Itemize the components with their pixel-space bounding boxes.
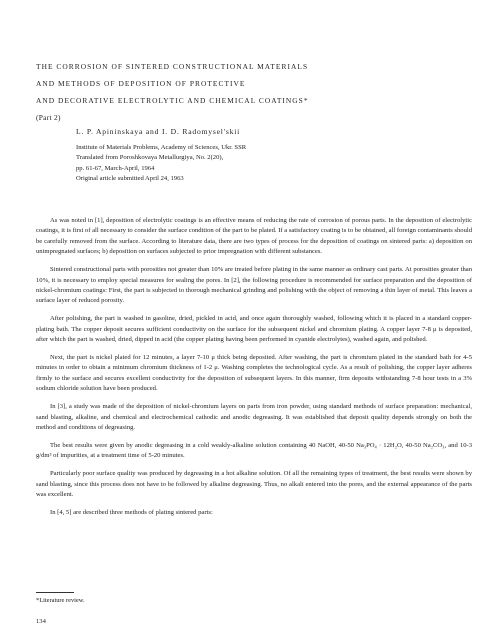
affiliation-block: [76, 143, 456, 185]
footnote: *Literature review.: [36, 597, 85, 604]
affiliation-line-3: pp. 61-67, March-April, 1964: [76, 164, 155, 172]
title-line-1: THE CORROSION OF SINTERED CONSTRUCTIONAL MATERIALS: [36, 62, 309, 71]
title-line-3: AND DECORATIVE ELECTROLYTIC AND CHEMICAL COATINGS*: [36, 96, 309, 105]
article-body: [36, 216, 472, 526]
affiliation-line-1: Institute of Materials Problems, Academy of Sciences, Ukr. SSR: [76, 144, 247, 151]
paragraph: In [4, 5] are described three methods of plating sintered parts:: [50, 508, 213, 516]
paragraph: Particularly poor surface quality was produced by degreasing in a hot alkaline solution. Of all the remaining types of treatment, the best results were shown by sand blasting, since this process does not have to be followed by alkaline degreasing. Thus, no alkali entered into the pores, and the external appearance of the parts was excellent.: [36, 470, 472, 498]
affiliation-line-2: Translated from Poroshkovaya Metallurgiya, No. 2(20),: [76, 154, 224, 162]
paragraph: In [3], a study was made of the deposition of nickel-chromium layers on parts from iron powder, using standard methods of surface preparation: mechanical, sand blasting, alkaline, and chemical and electrochemical cathodic and anodic degreasing. It was established that deposit quality depends strongly on both the method and conditions of degreasing.: [36, 403, 472, 431]
paragraph: The best results were given by anodic degreasing in a cold weakly-alkaline solution containing 40 NaOH, 40-50 Na₃PO₄ · 12H₂O, 40-50 Na₂CO₃, and 10-3 g/dm³ of impurities, at a treatment time of 5-20 minutes.: [36, 441, 472, 460]
page-number: 134: [36, 618, 46, 625]
authors: L. P. Apininskaya and I. D. Radomysel'skii: [76, 127, 241, 136]
paragraph: After polishing, the part is washed in gasoline, dried, pickled in acid, and once again thoroughly washed, following which it is placed in a standard copper-plating bath. The copper deposit secures sufficient conductivity on the surface for the subsequent nickel and chromium plating. A copper layer 7-8 μ is deposited, after which the part is washed, dried, dipped in acid (the copper plating having been performed in cyanide electrolytes), washed again, and polished.: [36, 315, 472, 344]
title-part: (Part 2): [36, 113, 61, 122]
article-title: [36, 58, 476, 126]
paragraph: Sintered constructional parts with porosities not greater than 10% are treated before plating in the same manner as ordinary cast parts. At porosities greater than 10%, it is necessary to employ special measures for sealing the pores. In [2], the following procedure is recommended for surface preparation and the deposition of nickel-chromium coatings: First, the part is subjected to thorough mechanical grinding and polishing with the object of removing a thin layer of metal. This leaves a surface layer of reduced porosity.: [36, 266, 472, 305]
affiliation-line-4: Original article submitted April 24, 1963: [76, 175, 184, 183]
paragraph: Next, the part is nickel plated for 12 minutes, a layer 7-10 μ thick being deposited. After washing, the part is chromium plated in the standard bath for 4-5 minutes in order to obtain a minimum chromium thickness of 1-2 μ. Washing completes the technological cycle. As a result of polishing, the copper layer adheres firmly to the surface and secures excellent conductivity for the deposition of subsequent layers. In this manner, firm deposits withstanding 7-8 hour tests in a 3% sodium chloride solution have been produced.: [36, 353, 472, 393]
footnote-divider: [36, 592, 74, 593]
paragraph: As was noted in [1], deposition of electrolytic coatings is an effective means of reducing the rate of corrosion of porous parts. In the deposition of electrolytic coatings, it is first of all necessary to consider the surface condition of the part to be plated. If a satisfactory coating is to be obtained, all foreign contaminants should be carefully removed from the surface. According to literature data, there are two types of process for the deposition of coatings on sintered parts: a) deposition on unimpregnated surfaces; b) deposition on surfaces subjected to prior impregnation with different substances.: [36, 217, 472, 256]
title-line-2: AND METHODS OF DEPOSITION OF PROTECTIVE: [36, 79, 246, 88]
